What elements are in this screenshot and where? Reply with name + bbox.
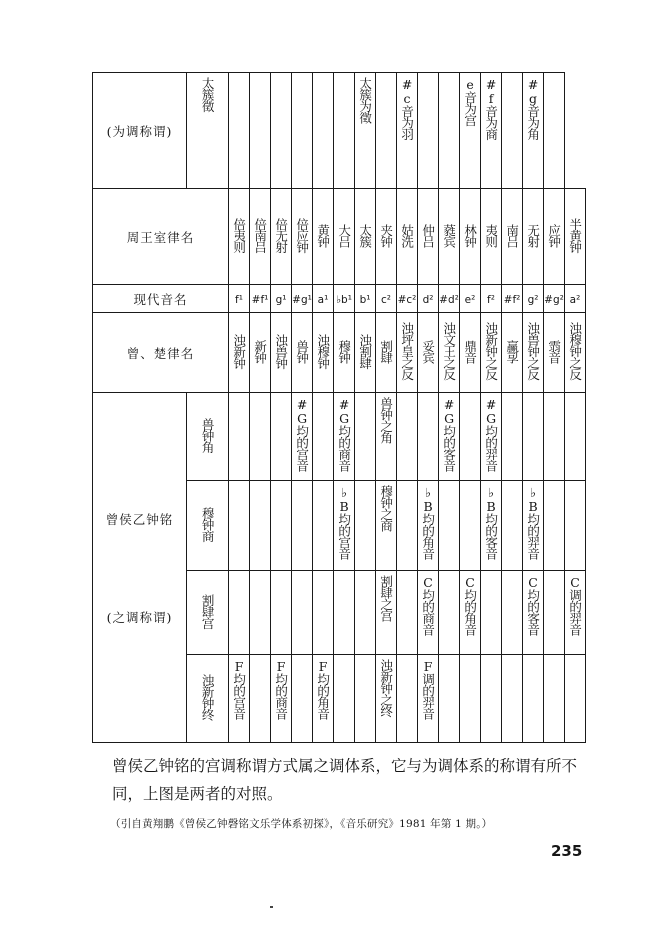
zengchu-name-text: 割肆 [378,339,394,363]
sub-label-cell [187,571,229,655]
gesi-cell-3 [292,571,313,655]
zengchu-name-5 [334,313,355,393]
zengchu-name-16 [565,313,586,393]
zengchu-name-1 [250,313,271,393]
sub-label: 浊新钟终 [200,674,216,720]
zhou-name-7 [376,189,397,285]
zhou-name-text: 林钟 [462,223,478,247]
muzhong-cell-11 [460,481,481,571]
zhuoxin-cell-6 [355,655,376,743]
zhou-name-text: 大吕 [336,223,352,247]
gesi-cell-2 [271,571,292,655]
zhou-name-5 [334,189,355,285]
zhuoxin-cell-11 [460,655,481,743]
muzhong-cell-0 [229,481,250,571]
modern-name-text: ♭b¹ [336,293,352,306]
zengchu-name-3 [292,313,313,393]
zhou-name-3 [292,189,313,285]
zhuoxin-cell-16 [565,655,586,743]
weidiao-text: e音为宫 [462,77,478,126]
zhuoxin-cell-12 [481,655,502,743]
shouzhong-cell-2 [271,393,292,481]
muzhong-cell-9 [418,481,439,571]
modern-name-0 [229,285,250,313]
caption-text: 曾侯乙钟铭的宫调称谓方式属之调体系，它与为调体系的称谓有所不同，上图是两者的对照。 [112,757,578,803]
muzhong-cell-5 [334,481,355,571]
muzhong-cell-1 [250,481,271,571]
music-table [92,72,584,744]
zhuoxin-cell-text: F均的商音 [273,659,289,719]
muzhong-cell-text: ♭B均的客音 [483,485,499,559]
modern-name-text: #d² [439,293,459,306]
gesi-cell-1 [250,571,271,655]
modern-name-7 [376,285,397,313]
gesi-cell-11 [460,571,481,655]
zhou-name-text: 倍夷则 [231,217,247,253]
shouzhong-cell-text: #G均的羿音 [483,397,499,471]
zhou-name-8 [397,189,418,285]
zengchu-name-12 [481,313,502,393]
zengchu-name-text: 穆钟 [336,339,352,363]
zhou-name-4 [313,189,334,285]
zengchu-name-11 [460,313,481,393]
weidiao-cell-2 [250,73,271,189]
weidiao-text: #c音为羽 [399,77,415,140]
muzhong-cell-4 [313,481,334,571]
gesi-cell-0 [229,571,250,655]
zhou-name-16 [565,189,586,285]
zengchu-name-text: 浊兽钟之反 [525,322,541,380]
weidiao-cell-9 [397,73,418,189]
weidiao-cell-8 [376,73,397,189]
zengchu-name-14 [523,313,544,393]
zengchu-name-2 [271,313,292,393]
zengchu-name-15 [544,313,565,393]
modern-name-6 [355,285,376,313]
weidiao-cell-10 [418,73,439,189]
weidiao-cell-3 [271,73,292,189]
zhou-name-1 [250,189,271,285]
modern-name-text: a² [569,293,581,306]
modern-name-text: d² [422,293,434,306]
sub-label-cell [187,481,229,571]
zhuoxin-cell-text: F均的宫音 [231,659,247,719]
modern-name-text: a¹ [317,293,329,306]
zengchu-name-text: 浊坪皇之反 [399,322,415,380]
gesi-cell-8 [397,571,418,655]
modern-row [93,285,586,313]
muzhong-cell-14 [523,481,544,571]
zengchu-name-text: 浊新钟 [231,333,247,369]
shouzhong-cell-10 [439,393,460,481]
modern-name-2 [271,285,292,313]
shouzhong-cell-0 [229,393,250,481]
row-label-mingming-block [93,393,187,743]
modern-name-10 [439,285,460,313]
page-mark [270,906,273,908]
muzhong-cell-12 [481,481,502,571]
gesi-cell-text: C均的商音 [420,575,436,635]
zhou-name-text: 倍南吕 [252,217,268,253]
gesi-cell-text: C调的羿音 [567,575,583,635]
shouzhong-cell-6 [355,393,376,481]
zhou-name-text: 仲吕 [420,223,436,247]
modern-name-5 [334,285,355,313]
weidiao-cell-12 [460,73,481,189]
sub-label: 割肆宫 [200,593,216,629]
shouzhong-cell-12 [481,393,502,481]
modern-name-text: #g² [544,293,564,306]
weidiao-cell-6 [334,73,355,189]
weidiao-row [93,73,586,189]
modern-name-text: c² [381,293,391,306]
zengchu-name-text: 兽钟 [294,339,310,363]
zhou-name-13 [502,189,523,285]
row-label-zengchu: 曾、楚律名 [93,313,229,393]
zhuoxin-cell-8 [397,655,418,743]
muzhong-cell-10 [439,481,460,571]
gesi-cell-9 [418,571,439,655]
shouzhong-cell-8 [397,393,418,481]
sub-label: 兽钟角 [200,417,216,453]
weidiao-cell: 太簇徵 [200,77,216,112]
zhou-name-text: 姑洗 [399,223,415,247]
gesi-cell-13 [502,571,523,655]
zhou-name-text: 夹钟 [378,223,394,247]
weidiao-cell-7 [355,73,376,189]
zhou-name-text: 无射 [525,223,541,247]
zhou-name-14 [523,189,544,285]
sub-label-cell [187,655,229,743]
weidiao-text: 太簇为徵 [357,77,373,123]
weidiao-cell-15 [523,73,544,189]
modern-name-1 [250,285,271,313]
sub-label-cell [187,393,229,481]
zhuoxin-cell-13 [502,655,523,743]
modern-name-4 [313,285,334,313]
modern-name-text: #f² [503,293,521,306]
sub-label: 穆钟商 [200,506,216,542]
zhou-name-15 [544,189,565,285]
modern-name-text: f¹ [235,293,243,306]
page-number: 235 [551,842,583,860]
zengchu-name-text: 浊新钟之反 [483,322,499,380]
zhou-name-text: 倍无射 [273,217,289,253]
zhuoxin-cell-4 [313,655,334,743]
modern-name-text: b¹ [359,293,371,306]
row-label-zhoulv: 周王室律名 [93,189,229,285]
zhuoxin-cell-0 [229,655,250,743]
zengchu-name-text: 浊穆钟 [315,333,331,369]
weidiao-cell-16 [544,73,565,189]
muzhong-cell-text: ♭B均的宫音 [336,485,352,559]
gesi-cell-6 [355,571,376,655]
muzhong-cell-3 [292,481,313,571]
modern-name-8 [397,285,418,313]
muzhong-cell-text: 穆钟之商 [378,485,394,531]
shouzhong-cell-9 [418,393,439,481]
zengchu-name-text: 浊兽钟 [273,333,289,369]
modern-name-3 [292,285,313,313]
shouzhong-cell-text: 兽钟之角 [378,397,394,443]
zengchu-name-text: 浊穆钟之反 [567,322,583,380]
temperament-comparison-table [92,72,586,743]
modern-name-9 [418,285,439,313]
muzhong-cell-6 [355,481,376,571]
gesi-cell-12 [481,571,502,655]
zhou-name-6 [355,189,376,285]
shouzhong-cell-11 [460,393,481,481]
weidiao-cell-4 [292,73,313,189]
muzhong-cell-13 [502,481,523,571]
modern-name-text: #f¹ [251,293,269,306]
zhuoxin-cell-7 [376,655,397,743]
zhou-name-text: 夷则 [483,223,499,247]
gesi-cell-16 [565,571,586,655]
zhou-name-text: 南吕 [504,223,520,247]
muzhong-cell-2 [271,481,292,571]
zhuoxin-cell-9 [418,655,439,743]
shouzhong-cell-7 [376,393,397,481]
weidiao-cell-5 [313,73,334,189]
reference-note: （引自黄翔鹏《曾侯乙钟磬铭文乐学体系初探》，《音乐研究》1981 年第 1 期。） [110,818,493,830]
gesi-cell-text: 割肆之宫 [378,575,394,621]
modern-name-13 [502,285,523,313]
zengchu-name-text: 新钟 [252,339,268,363]
gesi-cell-5 [334,571,355,655]
modern-name-16 [565,285,586,313]
gesi-cell-7 [376,571,397,655]
gesi-cell-text: C均的客音 [525,575,541,635]
zengchu-name-text: 浊文王之反 [441,322,457,380]
gesi-cell-15 [544,571,565,655]
weidiao-sub-cell [187,73,229,189]
shouzhong-cell-1 [250,393,271,481]
zhuoxin-cell-3 [292,655,313,743]
zengchu-row [93,313,586,393]
zhou-name-11 [460,189,481,285]
zengchu-name-9 [418,313,439,393]
shouzhong-cell-text: #G均的商音 [336,397,352,471]
shouzhong-cell-15 [544,393,565,481]
zhuoxin-cell-text: F调的羿音 [420,659,436,719]
zengchu-name-text: 妥宾 [420,339,436,363]
zhou-name-12 [481,189,502,285]
gesi-cell-10 [439,571,460,655]
zengchu-name-text: 浊割肆 [357,333,373,369]
weidiao-cell-13 [481,73,502,189]
gesi-cell-4 [313,571,334,655]
zhou-name-2 [271,189,292,285]
modern-name-text: g¹ [275,293,287,306]
weidiao-text: #f音为商 [483,77,499,140]
shouzhong-cell-text: #G均的客音 [441,397,457,471]
row-label-weidiao: (为调称谓) [93,73,187,189]
zhou-name-text: 倍应钟 [294,217,310,253]
zengchu-name-7 [376,313,397,393]
zhou-name-text: 蕤宾 [441,223,457,247]
weidiao-cell-11 [439,73,460,189]
zhou-name-text: 应钟 [546,223,562,247]
zhou-name-10 [439,189,460,285]
zhuoxin-cell-1 [250,655,271,743]
modern-name-text: e² [464,293,476,306]
shouzhong-cell-16 [565,393,586,481]
row-label-modern: 现代音名 [93,285,229,313]
zhou-name-text: 半黄钟 [567,217,583,253]
zengchu-name-8 [397,313,418,393]
modern-name-12 [481,285,502,313]
shouzhong-cell-text: #G均的宫音 [294,397,310,471]
zengchu-name-0 [229,313,250,393]
zengchu-name-13 [502,313,523,393]
shouzhong-cell-13 [502,393,523,481]
zhou-name-text: 太簇 [357,223,373,247]
modern-name-text: f² [487,293,495,306]
zhuoxin-cell-text: 浊新钟之终 [378,659,394,717]
shouzhong-cell-4 [313,393,334,481]
zengchu-name-text: 䨒音 [546,339,562,363]
zengchu-name-6 [355,313,376,393]
modern-name-11 [460,285,481,313]
weidiao-text: #g音为角 [525,77,541,140]
modern-name-text: #g¹ [292,293,312,306]
zhou-row [93,189,586,285]
modern-name-14 [523,285,544,313]
shouzhong-cell-3 [292,393,313,481]
muzhong-cell-16 [565,481,586,571]
muzhong-cell-7 [376,481,397,571]
zhuoxin-cell-text: F均的角音 [315,659,331,719]
row-label-mingming: 曾侯乙钟铭 [105,511,174,527]
zhuoxin-cell-15 [544,655,565,743]
zhou-name-0 [229,189,250,285]
shouzhong-row [93,393,586,481]
gesi-cell-14 [523,571,544,655]
muzhong-cell-8 [397,481,418,571]
muzhong-cell-text: ♭B均的角音 [420,485,436,559]
zengchu-name-4 [313,313,334,393]
zhuoxin-cell-2 [271,655,292,743]
shouzhong-cell-5 [334,393,355,481]
weidiao-cell-1 [229,73,250,189]
row-label-zhidiao: (之调称谓) [106,609,173,625]
muzhong-cell-15 [544,481,565,571]
weidiao-cell-14 [502,73,523,189]
zhou-name-text: 黄钟 [315,223,331,247]
muzhong-cell-text: ♭B均的羿音 [525,485,541,559]
zengchu-name-10 [439,313,460,393]
zengchu-name-text: 鼎音 [462,339,478,363]
zhuoxin-cell-14 [523,655,544,743]
zhou-name-9 [418,189,439,285]
zhuoxin-cell-10 [439,655,460,743]
shouzhong-cell-14 [523,393,544,481]
modern-name-text: g² [527,293,539,306]
zhuoxin-cell-5 [334,655,355,743]
modern-name-text: #c² [397,293,417,306]
zengchu-name-text: 赢孠 [504,339,520,363]
gesi-cell-text: C均的角音 [462,575,478,635]
modern-name-15 [544,285,565,313]
